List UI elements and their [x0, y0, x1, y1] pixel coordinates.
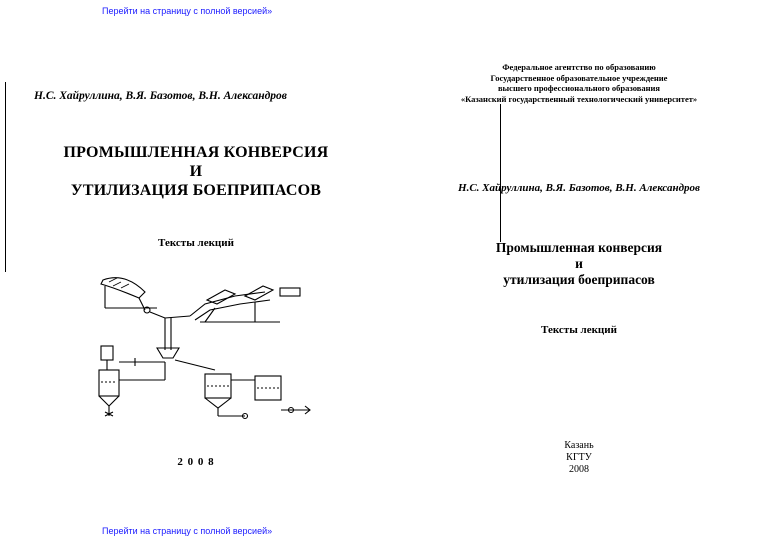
full-version-link-top[interactable]: Перейти на страницу с полной версией»	[102, 6, 273, 16]
agency-line-4: «Казанский государственный технологический университет»	[460, 93, 698, 104]
left-title-line-1: ПРОМЫШЛЕННАЯ КОНВЕРСИЯ	[63, 144, 329, 161]
right-margin-line	[500, 104, 501, 242]
left-subtitle: Тексты лекций	[158, 237, 234, 249]
right-subtitle: Тексты лекций	[541, 324, 617, 336]
imprint-publisher: КГТУ	[566, 452, 592, 463]
imprint-city: Казань	[564, 440, 594, 451]
full-version-link-bottom[interactable]: Перейти на страницу с полной версией»	[102, 526, 273, 536]
right-title-line-1: Промышленная конверсия	[495, 240, 663, 255]
right-title-line-3: утилизация боеприпасов	[503, 272, 655, 287]
left-title-line-2: И	[189, 163, 203, 180]
right-title-line-2: и	[575, 256, 583, 271]
left-title-line-3: УТИЛИЗАЦИЯ БОЕПРИПАСОВ	[70, 182, 322, 199]
right-authors: Н.С. Хайруллина, В.Я. Базотов, В.Н. Александров	[458, 182, 700, 194]
left-authors: Н.С. Хайруллина, В.Я. Базотов, В.Н. Александров	[34, 90, 287, 102]
agency-line-3: высшего профессионального образования	[497, 83, 661, 93]
left-title	[14, 143, 378, 200]
imprint-year: 2008	[569, 464, 589, 475]
right-agency-block	[405, 62, 753, 104]
agency-line-2: Государственное образовательное учреждение	[490, 72, 668, 83]
agency-line-1: Федеральное агентство по образованию	[502, 62, 656, 72]
process-diagram-image	[95, 270, 315, 425]
right-title	[405, 240, 753, 288]
left-margin-line	[5, 82, 6, 272]
right-imprint	[405, 440, 753, 476]
left-year: 2 0 0 8	[177, 456, 215, 468]
